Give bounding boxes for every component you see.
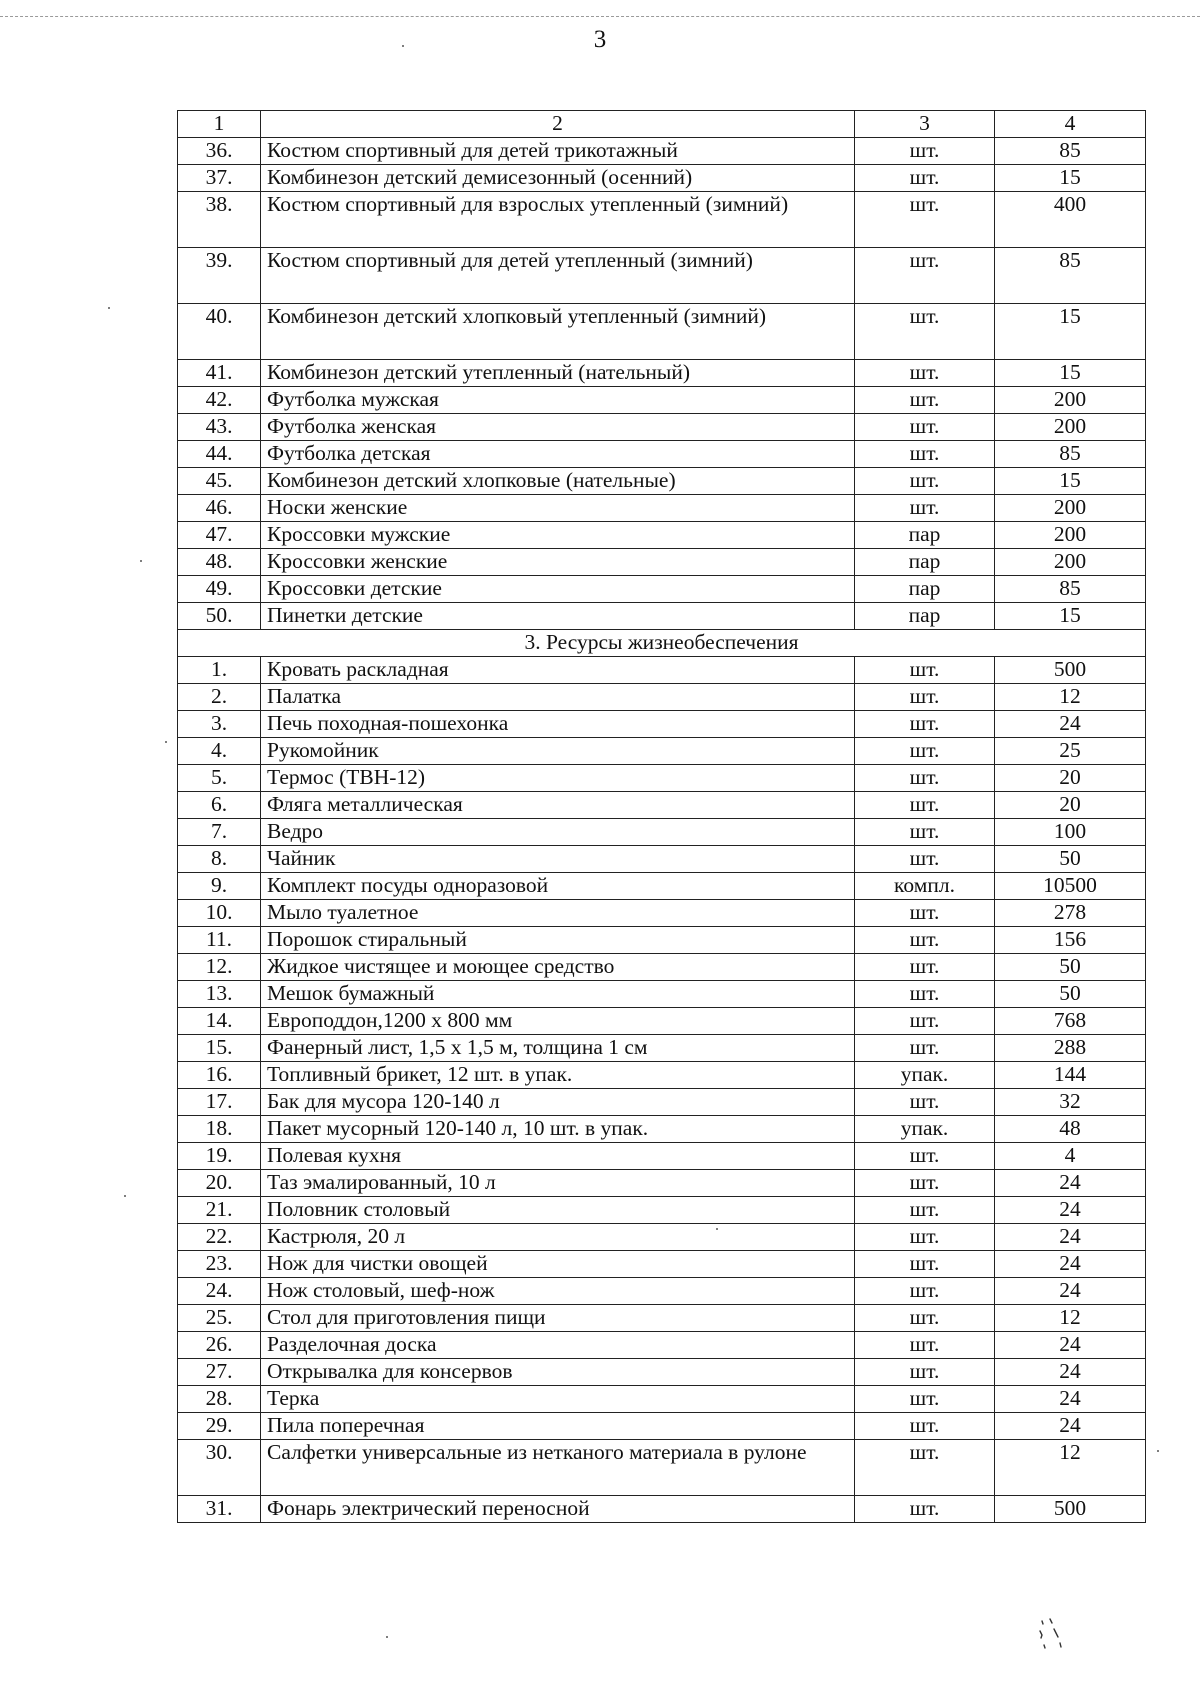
table-row (178, 549, 1146, 576)
item-unit: шт. (855, 495, 995, 522)
row-number: 3. (178, 711, 261, 738)
item-unit: шт. (855, 1251, 995, 1278)
item-name: Мешок бумажный (261, 981, 855, 1008)
item-quantity: 24 (995, 1359, 1146, 1386)
item-unit: шт. (855, 738, 995, 765)
item-quantity: 12 (995, 1440, 1146, 1496)
scan-speck (108, 307, 110, 309)
table-row (178, 900, 1146, 927)
table-row (178, 1332, 1146, 1359)
table-row (178, 684, 1146, 711)
table-row (178, 1496, 1146, 1523)
item-name: Таз эмалированный, 10 л (261, 1170, 855, 1197)
item-quantity: 100 (995, 819, 1146, 846)
item-quantity: 200 (995, 549, 1146, 576)
item-unit: шт. (855, 165, 995, 192)
item-name: Открывалка для консервов (261, 1359, 855, 1386)
row-number: 29. (178, 1413, 261, 1440)
row-number: 38. (178, 192, 261, 248)
table-row (178, 576, 1146, 603)
scan-speck (140, 560, 142, 562)
table-row (178, 981, 1146, 1008)
scan-speck (402, 45, 404, 47)
row-number: 25. (178, 1305, 261, 1332)
item-unit: шт. (855, 1440, 995, 1496)
item-unit: шт. (855, 1224, 995, 1251)
row-number: 44. (178, 441, 261, 468)
item-name: Жидкое чистящее и моющее средство (261, 954, 855, 981)
item-quantity: 20 (995, 792, 1146, 819)
item-name: Кастрюля, 20 л (261, 1224, 855, 1251)
item-quantity: 15 (995, 468, 1146, 495)
table-row (178, 304, 1146, 360)
item-name: Комбинезон детский утепленный (нательный) (261, 360, 855, 387)
item-unit: шт. (855, 1089, 995, 1116)
item-unit: шт. (855, 441, 995, 468)
row-number: 6. (178, 792, 261, 819)
item-unit: шт. (855, 138, 995, 165)
item-unit: шт. (855, 1413, 995, 1440)
row-number: 7. (178, 819, 261, 846)
item-unit: шт. (855, 387, 995, 414)
item-name: Нож столовый, шеф-нож (261, 1278, 855, 1305)
item-name: Стол для приготовления пищи (261, 1305, 855, 1332)
table-row (178, 1305, 1146, 1332)
table-row (178, 792, 1146, 819)
table-row (178, 138, 1146, 165)
header-col-2: 2 (261, 111, 855, 138)
row-number: 23. (178, 1251, 261, 1278)
item-unit: шт. (855, 1278, 995, 1305)
item-unit: шт. (855, 927, 995, 954)
table-row (178, 711, 1146, 738)
item-unit: шт. (855, 360, 995, 387)
table-row (178, 441, 1146, 468)
item-unit: шт. (855, 657, 995, 684)
item-name: Порошок стиральный (261, 927, 855, 954)
scan-speck (716, 1228, 718, 1230)
row-number: 4. (178, 738, 261, 765)
item-quantity: 15 (995, 360, 1146, 387)
row-number: 28. (178, 1386, 261, 1413)
item-name: Бак для мусора 120-140 л (261, 1089, 855, 1116)
item-name: Кровать раскладная (261, 657, 855, 684)
item-quantity: 50 (995, 846, 1146, 873)
item-unit: компл. (855, 873, 995, 900)
row-number: 36. (178, 138, 261, 165)
item-unit: шт. (855, 1386, 995, 1413)
item-quantity: 15 (995, 304, 1146, 360)
item-unit: шт. (855, 1359, 995, 1386)
item-name: Мыло туалетное (261, 900, 855, 927)
item-quantity: 278 (995, 900, 1146, 927)
item-name: Комбинезон детский демисезонный (осенний) (261, 165, 855, 192)
item-unit: шт. (855, 468, 995, 495)
item-name: Палатка (261, 684, 855, 711)
item-unit: упак. (855, 1116, 995, 1143)
item-name: Комбинезон детский хлопковые (нательные) (261, 468, 855, 495)
row-number: 31. (178, 1496, 261, 1523)
item-quantity: 400 (995, 192, 1146, 248)
row-number: 18. (178, 1116, 261, 1143)
table-row (178, 1143, 1146, 1170)
item-name: Комбинезон детский хлопковый утепленный (зимний) (261, 304, 855, 360)
item-unit: пар (855, 576, 995, 603)
item-quantity: 288 (995, 1035, 1146, 1062)
row-number: 46. (178, 495, 261, 522)
scan-speck (386, 1636, 388, 1638)
table-row (178, 1116, 1146, 1143)
item-quantity: 200 (995, 522, 1146, 549)
table-row (178, 1170, 1146, 1197)
item-name: Термос (ТВН-12) (261, 765, 855, 792)
item-name: Пинетки детские (261, 603, 855, 630)
table-row (178, 1008, 1146, 1035)
item-quantity: 85 (995, 576, 1146, 603)
item-quantity: 500 (995, 657, 1146, 684)
table-row (178, 873, 1146, 900)
row-number: 20. (178, 1170, 261, 1197)
row-number: 8. (178, 846, 261, 873)
table-row (178, 1089, 1146, 1116)
item-quantity: 20 (995, 765, 1146, 792)
row-number: 11. (178, 927, 261, 954)
item-unit: пар (855, 549, 995, 576)
item-quantity: 200 (995, 495, 1146, 522)
table-header-row (178, 111, 1146, 138)
item-unit: шт. (855, 1143, 995, 1170)
item-name: Печь походная-пошехонка (261, 711, 855, 738)
table-row (178, 1359, 1146, 1386)
table-row (178, 192, 1146, 248)
table-row (178, 414, 1146, 441)
item-unit: упак. (855, 1062, 995, 1089)
table-row (178, 248, 1146, 304)
item-unit: шт. (855, 846, 995, 873)
item-quantity: 12 (995, 684, 1146, 711)
item-name: Фляга металлическая (261, 792, 855, 819)
item-quantity: 24 (995, 1278, 1146, 1305)
item-quantity: 15 (995, 165, 1146, 192)
item-unit: шт. (855, 819, 995, 846)
item-name: Кроссовки мужские (261, 522, 855, 549)
item-name: Комплект посуды одноразовой (261, 873, 855, 900)
item-quantity: 500 (995, 1496, 1146, 1523)
item-name: Рукомойник (261, 738, 855, 765)
item-name: Кроссовки женские (261, 549, 855, 576)
row-number: 10. (178, 900, 261, 927)
item-unit: шт. (855, 711, 995, 738)
header-col-4: 4 (995, 111, 1146, 138)
section-title: 3. Ресурсы жизнеобеспечения (178, 630, 1146, 657)
item-quantity: 24 (995, 1224, 1146, 1251)
row-number: 5. (178, 765, 261, 792)
item-name: Пакет мусорный 120-140 л, 10 шт. в упак. (261, 1116, 855, 1143)
section-row (178, 630, 1146, 657)
row-number: 2. (178, 684, 261, 711)
item-quantity: 24 (995, 1332, 1146, 1359)
item-quantity: 24 (995, 1170, 1146, 1197)
table-row (178, 846, 1146, 873)
scan-top-edge (0, 16, 1200, 21)
item-unit: шт. (855, 414, 995, 441)
item-quantity: 144 (995, 1062, 1146, 1089)
table-row (178, 954, 1146, 981)
row-number: 19. (178, 1143, 261, 1170)
scan-speck (165, 741, 167, 743)
row-number: 43. (178, 414, 261, 441)
table-row (178, 165, 1146, 192)
item-quantity: 24 (995, 1251, 1146, 1278)
item-quantity: 24 (995, 1386, 1146, 1413)
item-name: Костюм спортивный для взрослых утепленный (зимний) (261, 192, 855, 248)
table-row (178, 522, 1146, 549)
item-name: Фанерный лист, 1,5 х 1,5 м, толщина 1 см (261, 1035, 855, 1062)
row-number: 48. (178, 549, 261, 576)
table-row (178, 1413, 1146, 1440)
item-unit: шт. (855, 192, 995, 248)
row-number: 37. (178, 165, 261, 192)
item-quantity: 24 (995, 1197, 1146, 1224)
item-unit: шт. (855, 1170, 995, 1197)
item-quantity: 200 (995, 414, 1146, 441)
item-quantity: 85 (995, 248, 1146, 304)
item-quantity: 200 (995, 387, 1146, 414)
item-unit: шт. (855, 1197, 995, 1224)
row-number: 50. (178, 603, 261, 630)
table-row (178, 1278, 1146, 1305)
row-number: 42. (178, 387, 261, 414)
item-unit: шт. (855, 954, 995, 981)
item-name: Пила поперечная (261, 1413, 855, 1440)
item-name: Разделочная доска (261, 1332, 855, 1359)
item-quantity: 85 (995, 138, 1146, 165)
item-name: Половник столовый (261, 1197, 855, 1224)
item-quantity: 50 (995, 981, 1146, 1008)
table-row (178, 1197, 1146, 1224)
table-row (178, 765, 1146, 792)
item-name: Футболка женская (261, 414, 855, 441)
row-number: 17. (178, 1089, 261, 1116)
item-name: Европоддон,1200 х 800 мм (261, 1008, 855, 1035)
item-name: Носки женские (261, 495, 855, 522)
table-body-life-support (178, 657, 1146, 1523)
table-row (178, 738, 1146, 765)
table-row (178, 1062, 1146, 1089)
row-number: 1. (178, 657, 261, 684)
item-unit: шт. (855, 1332, 995, 1359)
item-name: Костюм спортивный для детей утепленный (зимний) (261, 248, 855, 304)
item-unit: шт. (855, 1496, 995, 1523)
table-row (178, 360, 1146, 387)
item-name: Полевая кухня (261, 1143, 855, 1170)
table-body-clothing (178, 138, 1146, 630)
scan-speck (1157, 1450, 1159, 1452)
item-unit: шт. (855, 900, 995, 927)
table-row (178, 1251, 1146, 1278)
table-row (178, 495, 1146, 522)
item-quantity: 10500 (995, 873, 1146, 900)
row-number: 30. (178, 1440, 261, 1496)
table-row (178, 387, 1146, 414)
item-unit: пар (855, 522, 995, 549)
table-row (178, 468, 1146, 495)
row-number: 21. (178, 1197, 261, 1224)
table-row (178, 603, 1146, 630)
item-name: Нож для чистки овощей (261, 1251, 855, 1278)
table-row (178, 927, 1146, 954)
item-quantity: 15 (995, 603, 1146, 630)
item-unit: шт. (855, 792, 995, 819)
row-number: 26. (178, 1332, 261, 1359)
item-unit: шт. (855, 684, 995, 711)
header-col-1: 1 (178, 111, 261, 138)
item-quantity: 4 (995, 1143, 1146, 1170)
row-number: 22. (178, 1224, 261, 1251)
item-quantity: 768 (995, 1008, 1146, 1035)
table-section-row-group (178, 630, 1146, 657)
table-row (178, 657, 1146, 684)
item-name: Кроссовки детские (261, 576, 855, 603)
row-number: 39. (178, 248, 261, 304)
row-number: 41. (178, 360, 261, 387)
scan-speck (124, 1195, 126, 1197)
table-row (178, 819, 1146, 846)
handwritten-mark-icon (1036, 1615, 1066, 1655)
table-row (178, 1224, 1146, 1251)
row-number: 16. (178, 1062, 261, 1089)
table-row (178, 1440, 1146, 1496)
row-number: 24. (178, 1278, 261, 1305)
resources-table (177, 110, 1146, 1523)
item-quantity: 32 (995, 1089, 1146, 1116)
row-number: 27. (178, 1359, 261, 1386)
row-number: 15. (178, 1035, 261, 1062)
item-unit: шт. (855, 304, 995, 360)
item-quantity: 24 (995, 1413, 1146, 1440)
item-unit: шт. (855, 1035, 995, 1062)
item-name: Фонарь электрический переносной (261, 1496, 855, 1523)
item-unit: шт. (855, 1305, 995, 1332)
item-name: Костюм спортивный для детей трикотажный (261, 138, 855, 165)
row-number: 40. (178, 304, 261, 360)
item-quantity: 50 (995, 954, 1146, 981)
item-unit: шт. (855, 248, 995, 304)
row-number: 45. (178, 468, 261, 495)
item-quantity: 85 (995, 441, 1146, 468)
item-name: Футболка мужская (261, 387, 855, 414)
item-quantity: 24 (995, 711, 1146, 738)
row-number: 47. (178, 522, 261, 549)
item-name: Салфетки универсальные из нетканого материала в рулоне (261, 1440, 855, 1496)
item-quantity: 156 (995, 927, 1146, 954)
table-row (178, 1386, 1146, 1413)
row-number: 14. (178, 1008, 261, 1035)
item-name: Футболка детская (261, 441, 855, 468)
item-unit: шт. (855, 765, 995, 792)
row-number: 13. (178, 981, 261, 1008)
row-number: 9. (178, 873, 261, 900)
item-name: Чайник (261, 846, 855, 873)
row-number: 12. (178, 954, 261, 981)
row-number: 49. (178, 576, 261, 603)
table-row (178, 1035, 1146, 1062)
item-unit: шт. (855, 1008, 995, 1035)
item-quantity: 48 (995, 1116, 1146, 1143)
item-name: Терка (261, 1386, 855, 1413)
item-name: Топливный брикет, 12 шт. в упак. (261, 1062, 855, 1089)
header-col-3: 3 (855, 111, 995, 138)
item-name: Ведро (261, 819, 855, 846)
item-quantity: 12 (995, 1305, 1146, 1332)
item-quantity: 25 (995, 738, 1146, 765)
item-unit: пар (855, 603, 995, 630)
page-number: 3 (593, 26, 607, 53)
item-unit: шт. (855, 981, 995, 1008)
